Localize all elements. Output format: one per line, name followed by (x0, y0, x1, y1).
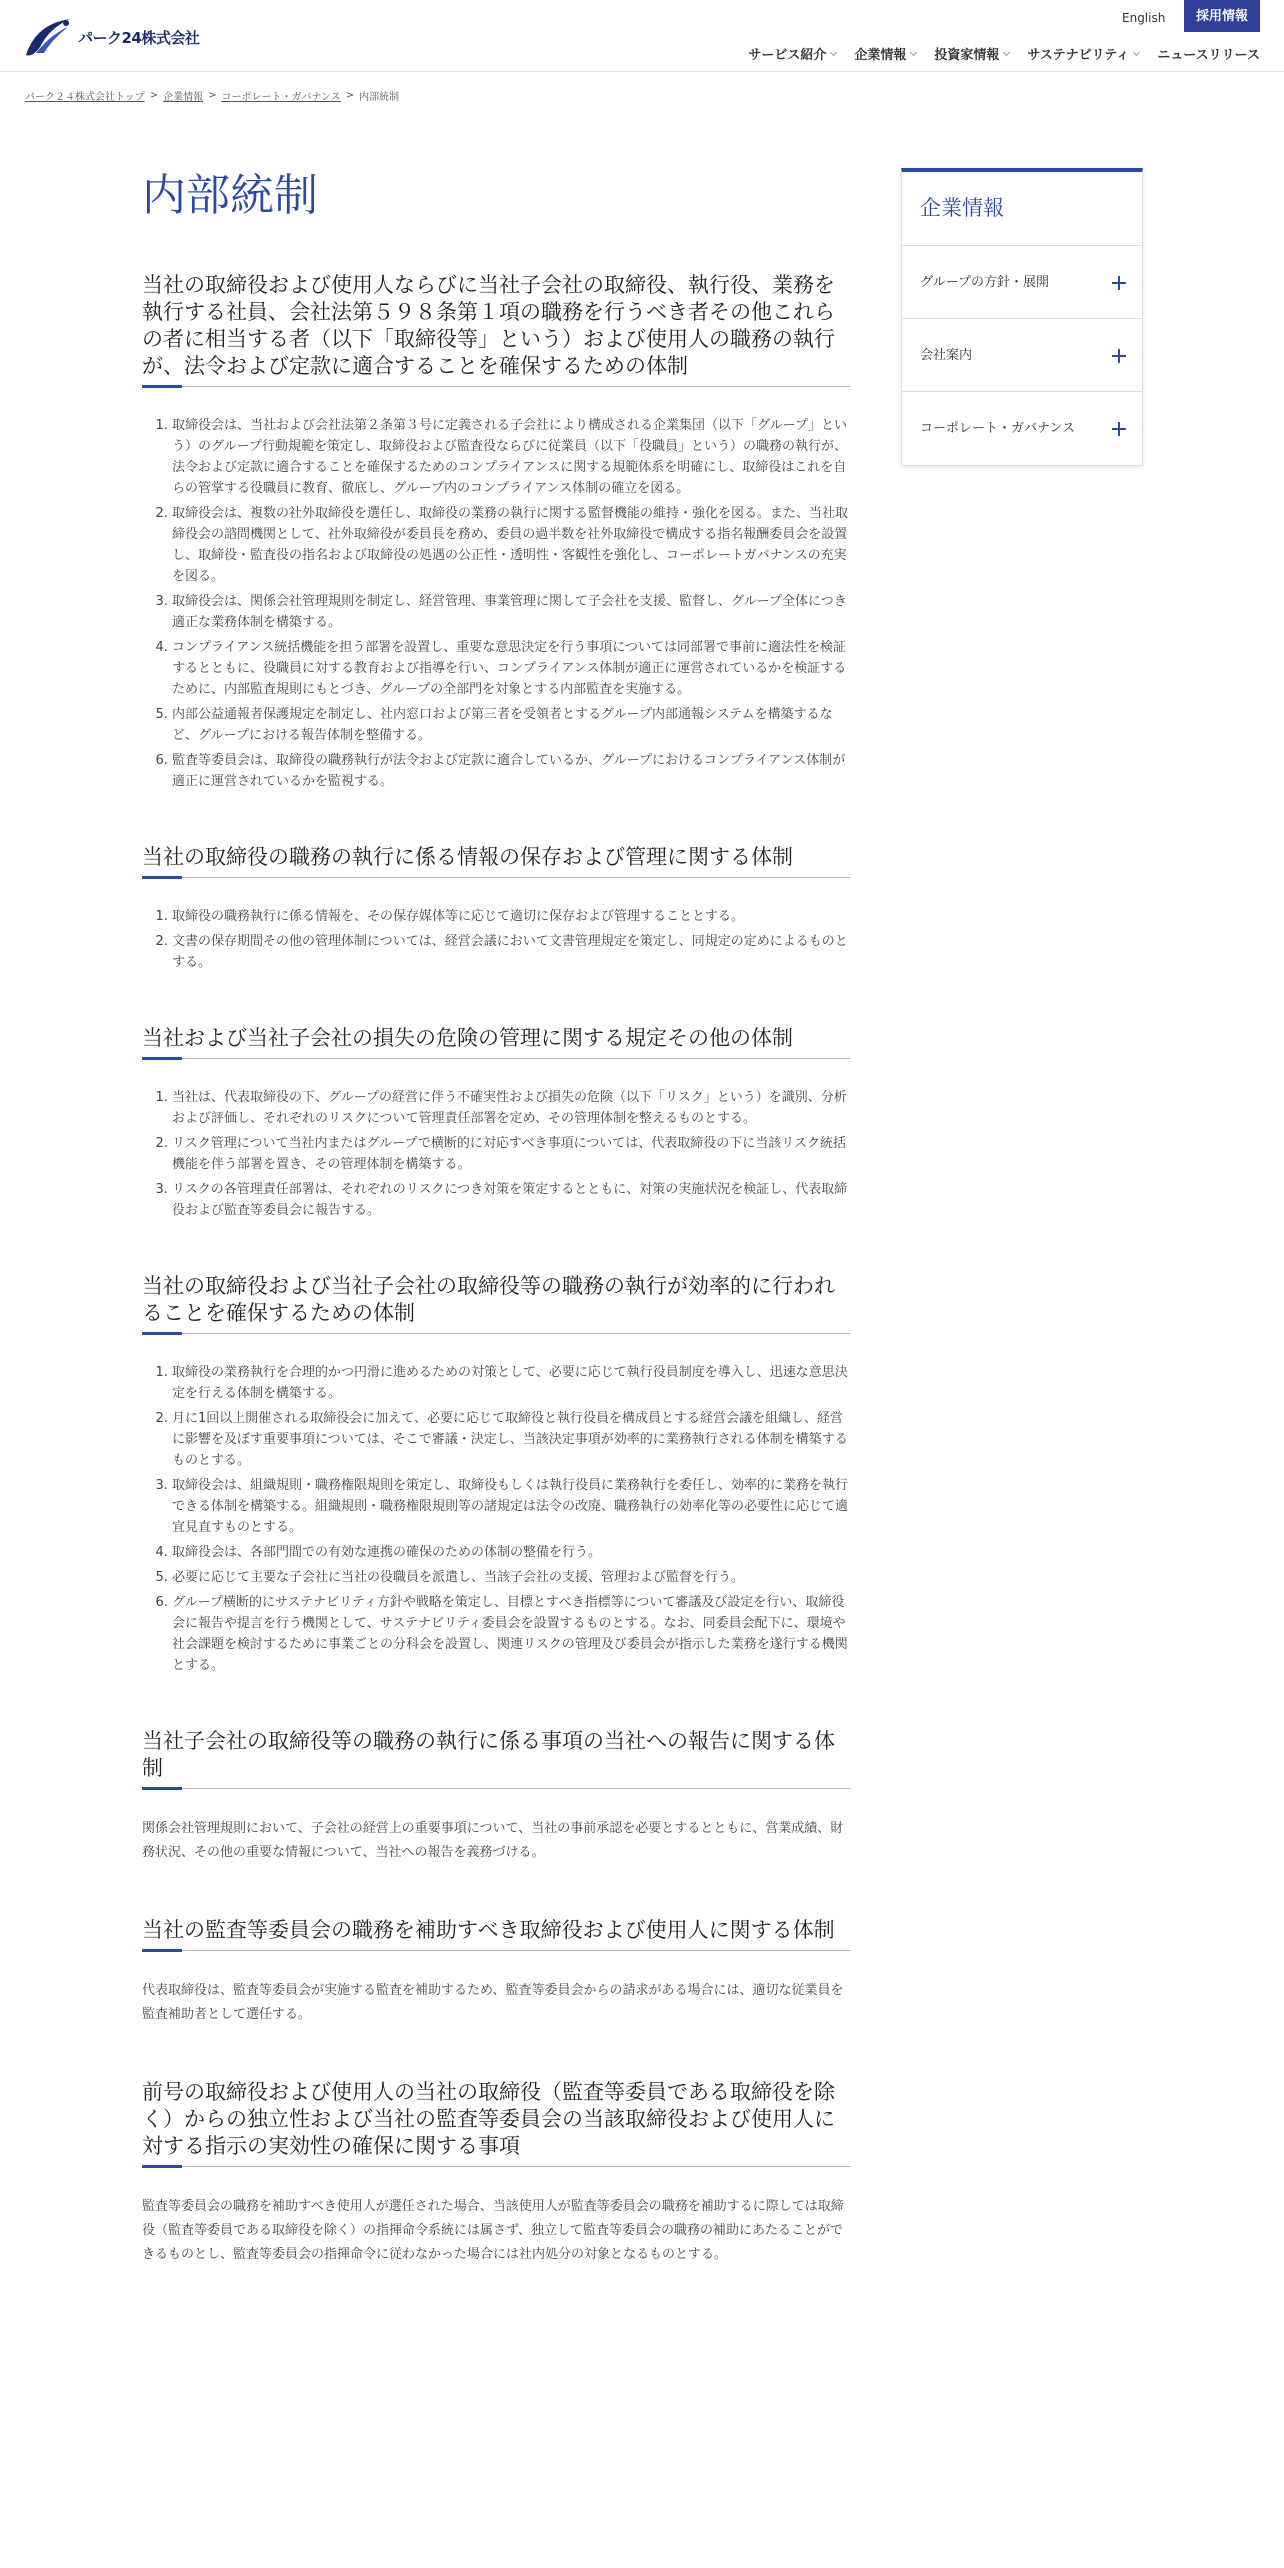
nav-item-sustainability[interactable] (1027, 44, 1139, 63)
section-heading: 当社および当社子会社の損失の危険の管理に関する規定その他の体制 (142, 1025, 851, 1059)
sidebar-item-label: コーポレート・ガバナンス (920, 421, 1075, 436)
list-item: 3. リスクの各管理責任部署は、それぞれのリスクにつき対策を策定するとともに、対策の実施状況を検証し、代表取締役および監査等委員会に報告する。 (172, 1179, 851, 1221)
section-heading: 前号の取締役および使用人の当社の取締役（監査等委員である取締役を除く）からの独立性および当社の監査等委員会の当該取締役および使用人に対する指示の実効性の確保に関する事項 (142, 2079, 851, 2167)
list-item: 2. 取締役会は、複数の社外取締役を選任し、取締役の業務の執行に関する監督機能の維持・強化を図る。また、当社取締役会の諮問機関として、社外取締役が委員長を務め、委員の過半数を社外取締役で構成する指名報酬委員会を設置し、取締役・監査役の指名および取締役の処遇の公正性・透明性・客観性を強化し、コーポレートガバナンスの充実を図る。 (172, 503, 851, 587)
section-heading: 当社の取締役の職務の執行に係る情報の保存および管理に関する体制 (142, 844, 851, 878)
list-item: 1. 当社は、代表取締役の下、グループの経営に伴う不確実性および損失の危険（以下「リスク」という）を識別、分析および評価し、それぞれのリスクについて管理責任部署を定め、その管理体制を整えるものとする。 (172, 1087, 851, 1129)
section-text: 関係会社管理規則において、子会社の経営上の重要事項について、当社の事前承認を必要とするとともに、営業成績、財務状況、その他の重要な情報について、当社への報告を義務づける。 (142, 1821, 844, 1860)
english-link[interactable]: English (1122, 11, 1166, 25)
sidebar-item-label: グループの方針・展開 (920, 275, 1049, 290)
plus-icon[interactable] (1112, 349, 1126, 363)
section-list (142, 1362, 851, 1676)
list-item: 1. 取締役会は、当社および会社法第２条第３号に定義される子会社により構成される企業集団（以下「グループ」という）のグループ行動規範を策定し、取締役および監査役ならびに従業員（以下「役職員」という）の職務の執行が、法令および定款に適合することを確保するためのコンプライアンスに関する規範体系を明確にし、取締役はこれを自らの管掌する役職員に教育、徹底し、グループ内のコンプライアンス体制の確立を図る。 (172, 415, 851, 499)
section-subsidiary-reporting (142, 1728, 851, 1865)
section-heading: 当社子会社の取締役等の職務の執行に係る事項の当社への報告に関する体制 (142, 1728, 851, 1789)
site-header (0, 0, 1284, 72)
section-heading: 当社の取締役および当社子会社の取締役等の職務の執行が効率的に行われることを確保するための体制 (142, 1273, 851, 1334)
section-text: 代表取締役は、監査等委員会が実施する監査を補助するため、監査等委員会からの請求がある場合には、適切な従業員を監査補助者として選任する。 (142, 1983, 844, 2022)
nav-item-investors[interactable] (934, 44, 1009, 63)
list-item: 6. グループ横断的にサステナビリティ方針や戦略を策定し、目標とすべき指標等について審議及び設定を行い、取締役会に報告や提言を行う機関として、サステナビリティ委員会を設置するものとする。なお、同委員会配下に、環境や社会課題を検討するために事業ごとの分科会を設置し、関連リスクの管理及び委員会が指示した業務を遂行する機関とする。 (172, 1592, 851, 1676)
chevron-down-icon (1133, 48, 1140, 55)
section-independence (142, 2079, 851, 2267)
logo-text: パーク24株式会社 (78, 28, 200, 47)
nav-label: サービス紹介 (748, 48, 827, 63)
nav-item-company[interactable] (854, 44, 916, 63)
list-item: 2. リスク管理について当社内またはグループで横断的に対応すべき事項については、代表取締役の下に当該リスク統括機能を伴う部署を置き、その管理体制を構築する。 (172, 1133, 851, 1175)
sidebar-item-company-profile[interactable] (902, 319, 1142, 392)
list-item: 6. 監査等委員会は、取締役の職務執行が法令および定款に適合しているか、グループにおけるコンプライアンス体制が適正に運営されているかを監視する。 (172, 750, 851, 792)
list-item: 2. 月に1回以上開催される取締役会に加えて、必要に応じて取締役と執行役員を構成員とする経営会議を組織し、経営に影響を及ぼす重要事項については、そこで審議・決定し、当該決定事項が効率的に業務執行される体制を構築するものとする。 (172, 1408, 851, 1471)
logo-mark-icon (22, 15, 74, 59)
company-logo[interactable] (22, 15, 199, 59)
section-list (142, 415, 851, 792)
list-item: 3. 取締役会は、関係会社管理規則を制定し、経営管理、事業管理に関して子会社を支援、監督し、グループ全体につき適正な業務体制を構築する。 (172, 591, 851, 633)
chevron-down-icon (830, 48, 837, 55)
plus-icon[interactable] (1112, 276, 1126, 290)
nav-item-services[interactable] (748, 44, 836, 63)
list-item: 1. 取締役の業務執行を合理的かつ円滑に進めるための対策として、必要に応じて執行役員制度を導入し、迅速な意思決定を行える体制を構築する。 (172, 1362, 851, 1404)
breadcrumb-current: 内部統制 (359, 92, 400, 103)
section-text: 監査等委員会の職務を補助すべき使用人が選任された場合、当該使用人が監査等委員会の職務を補助するに際しては取締役（監査等委員である取締役を除く）の指揮命令系統には属さず、独立して監査等委員会の職務の補助にあたることができるものとし、監査等委員会の指揮命令に従わなかった場合には社内処分の対象となるものとする。 (142, 2199, 844, 2262)
nav-label: 企業情報 (854, 48, 907, 63)
section-list (142, 906, 851, 973)
nav-label: サステナビリティ (1027, 48, 1130, 63)
plus-icon[interactable] (1112, 422, 1126, 436)
breadcrumb-link-company[interactable]: 企業情報 (163, 92, 204, 103)
main-content (142, 168, 851, 2319)
breadcrumb-separator: > (149, 90, 159, 101)
section-heading: 当社の監査等委員会の職務を補助すべき取締役および使用人に関する体制 (142, 1917, 851, 1951)
section-efficiency (142, 1273, 851, 1676)
sidebar-item-group-policy[interactable] (902, 246, 1142, 319)
chevron-down-icon (1003, 48, 1010, 55)
breadcrumb-separator: > (345, 90, 355, 101)
section-information-management (142, 844, 851, 973)
list-item: 1. 取締役の職務執行に係る情報を、その保存媒体等に応じて適切に保存および管理することとする。 (172, 906, 851, 927)
section-list (142, 1087, 851, 1221)
section-heading: 当社の取締役および使用人ならびに当社子会社の取締役、執行役、業務を執行する社員、会社法第５９８条第１項の職務を行うべき者その他これらの者に相当する者（以下「取締役等」という）および使用人の職務の執行が、法令および定款に適合することを確保するための体制 (142, 272, 851, 387)
breadcrumb (25, 88, 399, 103)
chevron-down-icon (910, 48, 917, 55)
breadcrumb-link-top[interactable]: パーク２４株式会社トップ (25, 92, 145, 103)
section-audit-support (142, 1917, 851, 2027)
nav-label: ニュースリリース (1157, 48, 1260, 63)
breadcrumb-separator: > (208, 90, 217, 101)
list-item: 5. 必要に応じて主要な子会社に当社の役職員を派遣し、当該子会社の支援、管理および監督を行う。 (172, 1567, 851, 1588)
list-item: 2. 文書の保存期間その他の管理体制については、経営会議において文書管理規定を策定し、同規定の定めによるものとする。 (172, 931, 851, 973)
sidebar-item-label: 会社案内 (920, 348, 973, 363)
breadcrumb-link-governance[interactable]: コーポレート・ガバナンス (221, 92, 341, 103)
nav-item-news[interactable] (1157, 44, 1260, 63)
list-item: 4. 取締役会は、各部門間での有効な連携の確保のための体制の整備を行う。 (172, 1542, 851, 1563)
sidebar-menu (901, 168, 1143, 466)
page-title: 内部統制 (142, 170, 318, 221)
list-item: 4. コンプライアンス統括機能を担う部署を設置し、重要な意思決定を行う事項については同部署で事前に適法性を検証するとともに、役職員に対する教育および指導を行い、コンプライアンス体制が適正に運営されているかを検証するために、内部監査規則にもとづき、グループの全部門を対象とする内部監査を実施する。 (172, 637, 851, 700)
section-compliance (142, 272, 851, 792)
section-risk-management (142, 1025, 851, 1221)
sidebar-title[interactable]: 企業情報 (902, 172, 1142, 246)
global-nav (748, 44, 1260, 63)
nav-label: 投資家情報 (934, 48, 1000, 63)
list-item: 3. 取締役会は、組織規則・職務権限規則を策定し、取締役もしくは執行役員に業務執行を委任し、効率的に業務を執行できる体制を構築する。組織規則・職務権限規則等の諸規定は法令の改廃、職務執行の効率化等の必要性に応じて適宜見直すものとする。 (172, 1475, 851, 1538)
sidebar-item-governance[interactable] (902, 392, 1142, 465)
list-item: 5. 内部公益通報者保護規定を制定し、社内窓口および第三者を受領者とするグループ内部通報システムを構築するなど、グループにおける報告体制を整備する。 (172, 704, 851, 746)
recruit-button[interactable]: 採用情報 (1184, 0, 1260, 32)
